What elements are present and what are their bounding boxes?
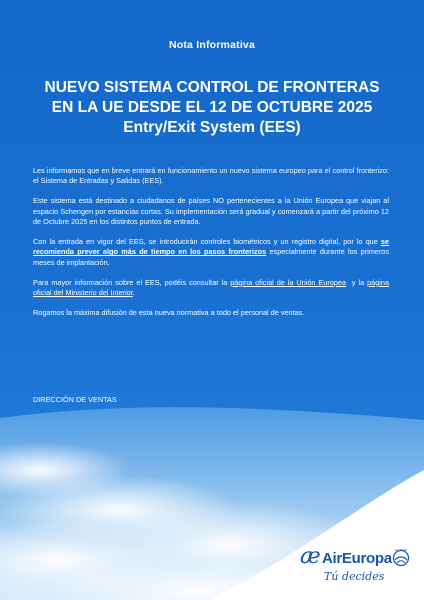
- p3-text-after: especialmente durante los primeros meses de implantación.: [33, 247, 389, 267]
- notice-label: Nota Informativa: [168, 39, 256, 51]
- paragraph-intro: Les informamos que en breve entrará en funcionamiento un nuevo sistema europeo para el control fronterizo: el Sistema de Entradas y Salidas (EES).: [33, 166, 389, 186]
- logo-symbol: æ: [300, 544, 321, 569]
- title-line-1: NUEVO SISTEMA CONTROL DE FRONTERAS: [44, 79, 380, 96]
- p3-text-before: Con la entrada en vigor del EES, se introducirán controles biométricos y un registro digital, por lo que: [33, 237, 381, 247]
- p4-text-before: Para mayor información sobre el EES, podéis consultar la: [33, 277, 231, 287]
- page-title: [0, 78, 424, 138]
- paragraph-scope: Este sistema está destinado a ciudadanos de países NO pertenecientes a la Unión Europea que viajan al espacio Schengen por estancias cortas. Su implementación será gradual y comenzará a partir del próximo 12 de Octubre 2025 en los distintos puntos de entrada.: [33, 196, 389, 227]
- title-line-3: Entry/Exit System (EES): [123, 119, 301, 136]
- p4-text-after: .: [132, 288, 135, 298]
- title-line-2: EN LA UE DESDE EL 12 DE OCTUBRE 2025: [51, 99, 373, 116]
- p4-text-middle: y la: [345, 277, 368, 287]
- paragraph-biometrics: [33, 237, 389, 268]
- paragraph-more-info: [33, 278, 389, 299]
- skyteam-label: SKYTEAM: [395, 549, 407, 552]
- paragraph-closing: Rogamos la máxima difusión de esta nueva normativa a todo el personal de ventas.: [33, 308, 305, 318]
- logo-slogan: Tú decides: [324, 570, 385, 583]
- skyteam-logo-icon: [391, 548, 411, 568]
- eu-official-page-link[interactable]: página oficial de la Unión Europea: [230, 277, 346, 287]
- border-time-recommendation-link[interactable]: se recomienda prever algo más de tiempo en los pasos fronterizos: [33, 237, 389, 257]
- signature: DIRECCIÓN DE VENTAS: [33, 395, 117, 404]
- notice-body: [33, 166, 389, 328]
- interior-ministry-page-link[interactable]: página oficial del Ministerio del Interior: [33, 277, 390, 298]
- logo-brand-name: AirEuropa: [322, 550, 392, 567]
